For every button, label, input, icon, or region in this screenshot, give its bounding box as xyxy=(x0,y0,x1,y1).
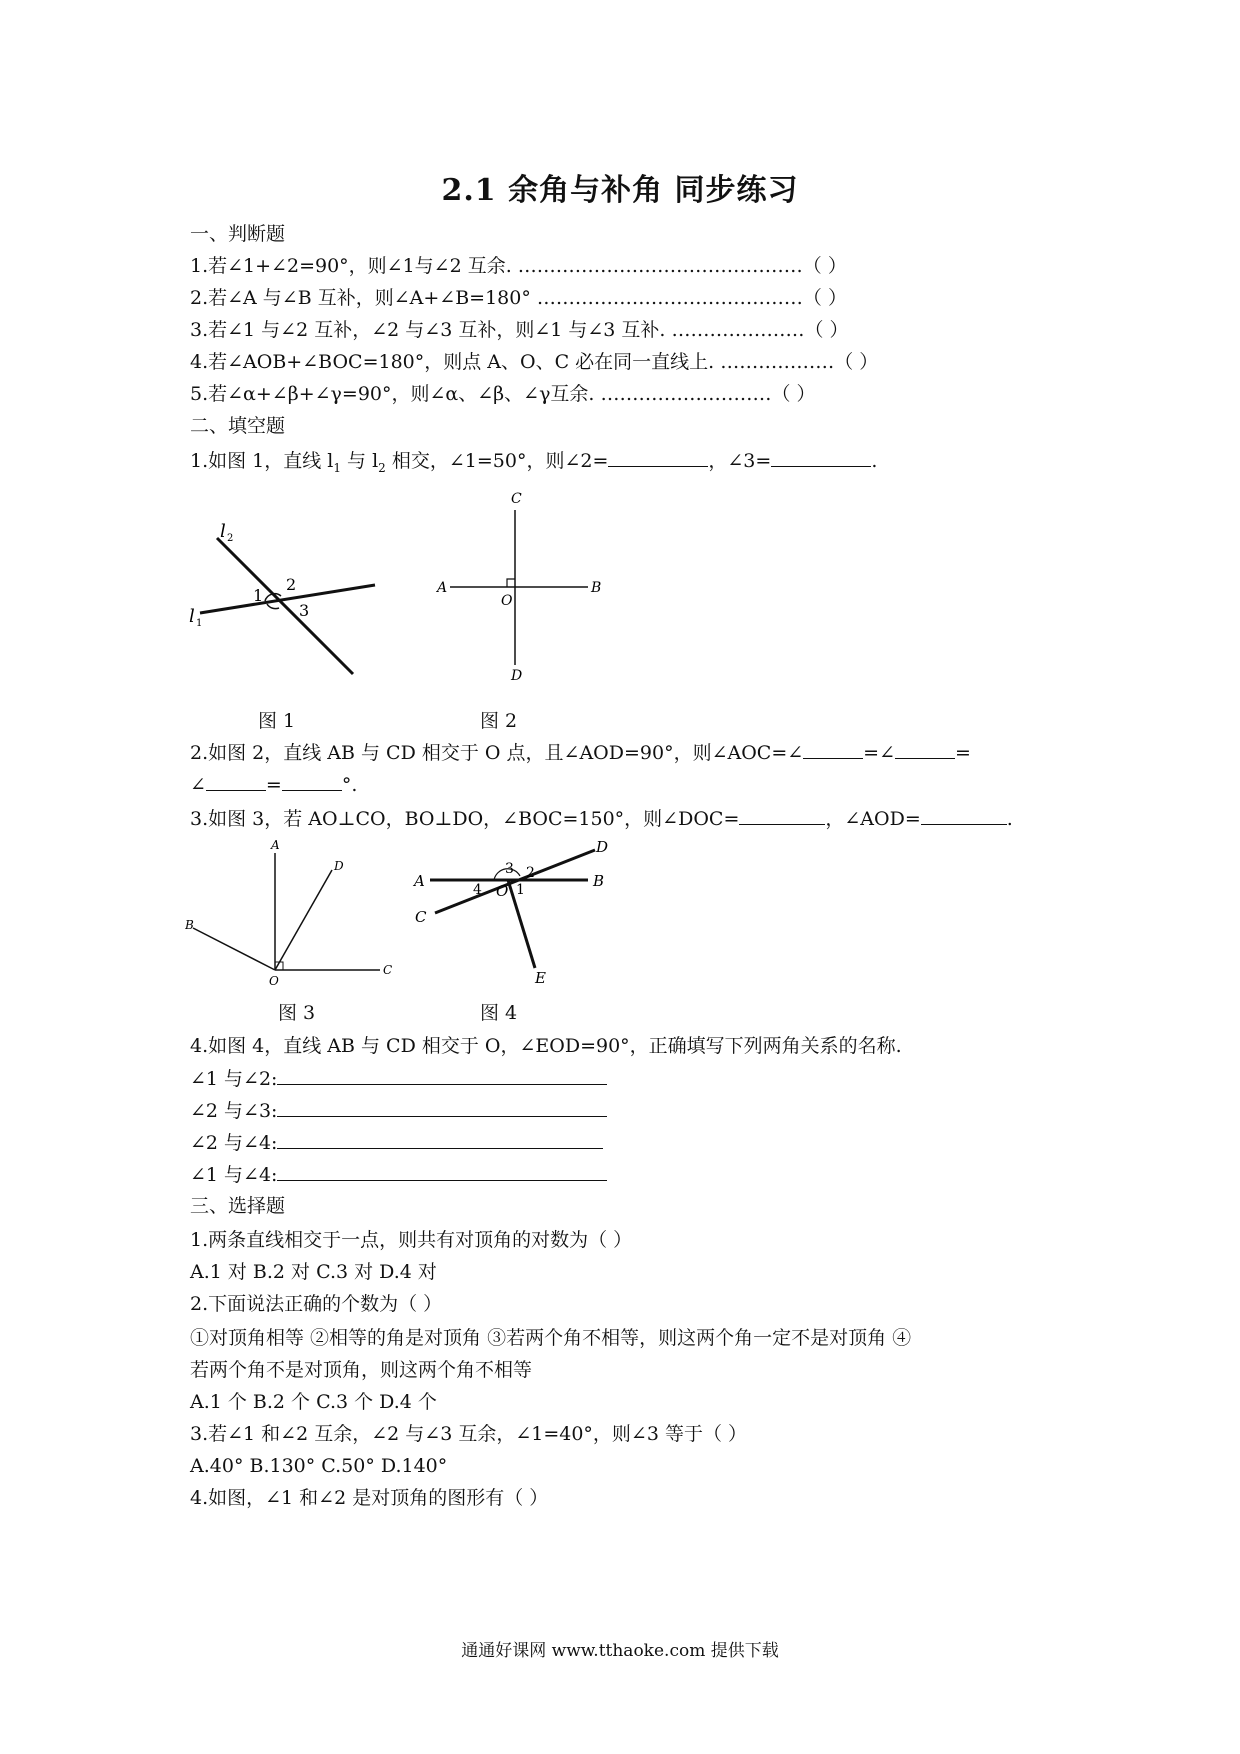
fig4-label-O: O xyxy=(496,882,509,900)
choice-q2-statements: ①对顶角相等 ②相等的角是对顶角 ③若两个角不相等，则这两个角一定不是对顶角 ④ xyxy=(190,1327,912,1349)
angle-pair-4 xyxy=(190,1162,607,1187)
fig3-label-A: A xyxy=(271,838,280,852)
fill-q2-text-c: = xyxy=(955,742,971,764)
fig4-angle-4: 4 xyxy=(473,882,482,898)
section-judge-heading: 一、判断题 xyxy=(190,223,286,245)
fill-q1-text-d: ，∠3= xyxy=(708,450,772,472)
answer-blank[interactable] xyxy=(277,1066,607,1085)
fig3-label-O: O xyxy=(269,974,279,988)
fig3-label-B: B xyxy=(185,918,194,932)
fig4-label-D: D xyxy=(596,840,609,856)
answer-blank[interactable] xyxy=(282,772,342,791)
answer-blank[interactable] xyxy=(771,448,871,467)
answer-blank[interactable] xyxy=(895,740,955,759)
fill-q1-text-a: 1.如图 1，直线 l xyxy=(190,450,334,472)
fill-q2-text-b: =∠ xyxy=(863,742,896,764)
fill-question-1 xyxy=(190,448,877,480)
fig3-label-C: C xyxy=(383,963,393,977)
fig2-label-A: A xyxy=(437,580,448,596)
figure-1 xyxy=(185,510,385,694)
angle-pair-3 xyxy=(190,1130,603,1155)
fill-q2-text-a: 2.如图 2，直线 AB 与 CD 相交于 O 点，且∠AOD=90°，则∠AOC=∠ xyxy=(190,742,804,764)
fill-q1-text-c: 相交，∠1=50°，则∠2= xyxy=(385,450,609,472)
fig1-caption: 图 1 xyxy=(258,710,296,732)
choice-q2-statements-cont: 若两个角不是对顶角，则这两个角不相等 xyxy=(190,1359,533,1381)
fill-q1-sub1: 1 xyxy=(333,460,342,475)
answer-blank[interactable] xyxy=(277,1130,603,1149)
angle-pair-label: ∠1 与∠4: xyxy=(190,1164,278,1186)
choice-question-2: 2.下面说法正确的个数为（ ） xyxy=(190,1293,443,1315)
fig4-label-A: A xyxy=(414,872,425,890)
fill-q1-text-e: . xyxy=(871,450,878,472)
angle-pair-label: ∠2 与∠3: xyxy=(190,1100,278,1122)
fig4-angle-2: 2 xyxy=(526,865,535,881)
fill-question-4: 4.如图 4，直线 AB 与 CD 相交于 O，∠EOD=90°，正确填写下列两角关系的名称. xyxy=(190,1035,902,1057)
answer-blank[interactable] xyxy=(608,448,708,467)
fig3-caption: 图 3 xyxy=(278,1002,316,1024)
fig4-label-C: C xyxy=(415,908,427,926)
choice-q2-options[interactable]: A.1 个 B.2 个 C.3 个 D.4 个 xyxy=(190,1391,437,1413)
choice-q1-options[interactable]: A.1 对 B.2 对 C.3 对 D.4 对 xyxy=(190,1261,437,1283)
fig2-label-O: O xyxy=(501,593,513,609)
answer-blank[interactable] xyxy=(206,772,266,791)
section-choice-heading: 三、选择题 xyxy=(190,1195,286,1217)
angle-pair-1 xyxy=(190,1066,607,1091)
fill-q3-text-a: 3.如图 3，若 AO⊥CO，BO⊥DO，∠BOC=150°，则∠DOC= xyxy=(190,808,740,830)
answer-blank[interactable] xyxy=(921,806,1007,825)
angle-pair-2 xyxy=(190,1098,607,1123)
choice-q3-options[interactable]: A.40° B.130° C.50° D.140° xyxy=(190,1455,448,1477)
judge-question-2: 2.若∠A 与∠B 互补，则∠A+∠B=180° ……………………………………（ ） xyxy=(190,287,847,309)
choice-question-4: 4.如图，∠1 和∠2 是对顶角的图形有（ ） xyxy=(190,1487,549,1509)
figure-4 xyxy=(410,840,610,994)
answer-blank[interactable] xyxy=(277,1098,607,1117)
page-footer: 通通好课网 www.tthaoke.com 提供下载 xyxy=(461,1641,779,1661)
fig1-angle-1: 1 xyxy=(253,586,264,605)
fig2-label-D: D xyxy=(511,668,523,684)
fill-q1-sub2: 2 xyxy=(378,460,386,475)
fig2-caption: 图 2 xyxy=(480,710,518,732)
choice-question-3: 3.若∠1 和∠2 互余，∠2 与∠3 互余，∠1=40°，则∠3 等于（ ） xyxy=(190,1423,748,1445)
fig4-caption: 图 4 xyxy=(480,1002,518,1024)
fill-q2-text-e: = xyxy=(265,774,282,796)
section-fill-heading: 二、填空题 xyxy=(190,415,286,437)
judge-question-3: 3.若∠1 与∠2 互补，∠2 与∠3 互补，则∠1 与∠3 互补. …………………（ ） xyxy=(190,319,849,341)
fill-q2-text-f: °. xyxy=(341,774,358,796)
answer-blank[interactable] xyxy=(277,1162,607,1181)
fig4-angle-1: 1 xyxy=(516,882,525,898)
fill-q1-text-b: 与 l xyxy=(341,450,379,472)
fill-q3-text-b: ，∠AOD= xyxy=(825,808,921,830)
angle-pair-label: ∠2 与∠4: xyxy=(190,1132,278,1154)
judge-question-4: 4.若∠AOB+∠BOC=180°，则点 A、O、C 必在同一直线上. ………………（ ） xyxy=(190,351,879,373)
fig1-angle-3: 3 xyxy=(299,601,310,620)
fig3-label-D: D xyxy=(334,859,344,873)
figure-3 xyxy=(185,835,405,999)
answer-blank[interactable] xyxy=(803,740,863,759)
fig1-label-l1: l xyxy=(189,606,195,627)
answer-blank[interactable] xyxy=(739,806,825,825)
fig1-label-l2: l xyxy=(220,521,226,542)
fill-question-3 xyxy=(190,806,1013,831)
fig1-angle-2: 2 xyxy=(286,575,297,594)
fill-question-2 xyxy=(190,740,971,765)
fill-question-2-cont xyxy=(190,772,357,797)
fig4-angle-3: 3 xyxy=(505,861,514,877)
fig1-label-l1-sub: 1 xyxy=(196,618,203,629)
fig2-label-C: C xyxy=(511,491,522,507)
choice-question-1: 1.两条直线相交于一点，则共有对顶角的对数为（ ） xyxy=(190,1229,633,1251)
fig1-label-l2-sub: 2 xyxy=(227,533,234,544)
fig4-label-B: B xyxy=(593,872,605,890)
fill-q2-text-d: ∠ xyxy=(190,774,206,796)
fig2-label-B: B xyxy=(591,580,602,596)
judge-question-1: 1.若∠1+∠2=90°，则∠1与∠2 互余. ………………………………………（ ） xyxy=(190,255,847,277)
angle-pair-label: ∠1 与∠2: xyxy=(190,1068,278,1090)
fig4-label-E: E xyxy=(535,969,546,987)
page-title: 2.1 余角与补角 同步练习 xyxy=(441,173,799,208)
judge-question-5: 5.若∠α+∠β+∠γ=90°，则∠α、∠β、∠γ互余. ………………………（ ） xyxy=(190,383,816,405)
figure-2 xyxy=(425,485,605,689)
fill-q3-text-c: . xyxy=(1006,808,1013,830)
